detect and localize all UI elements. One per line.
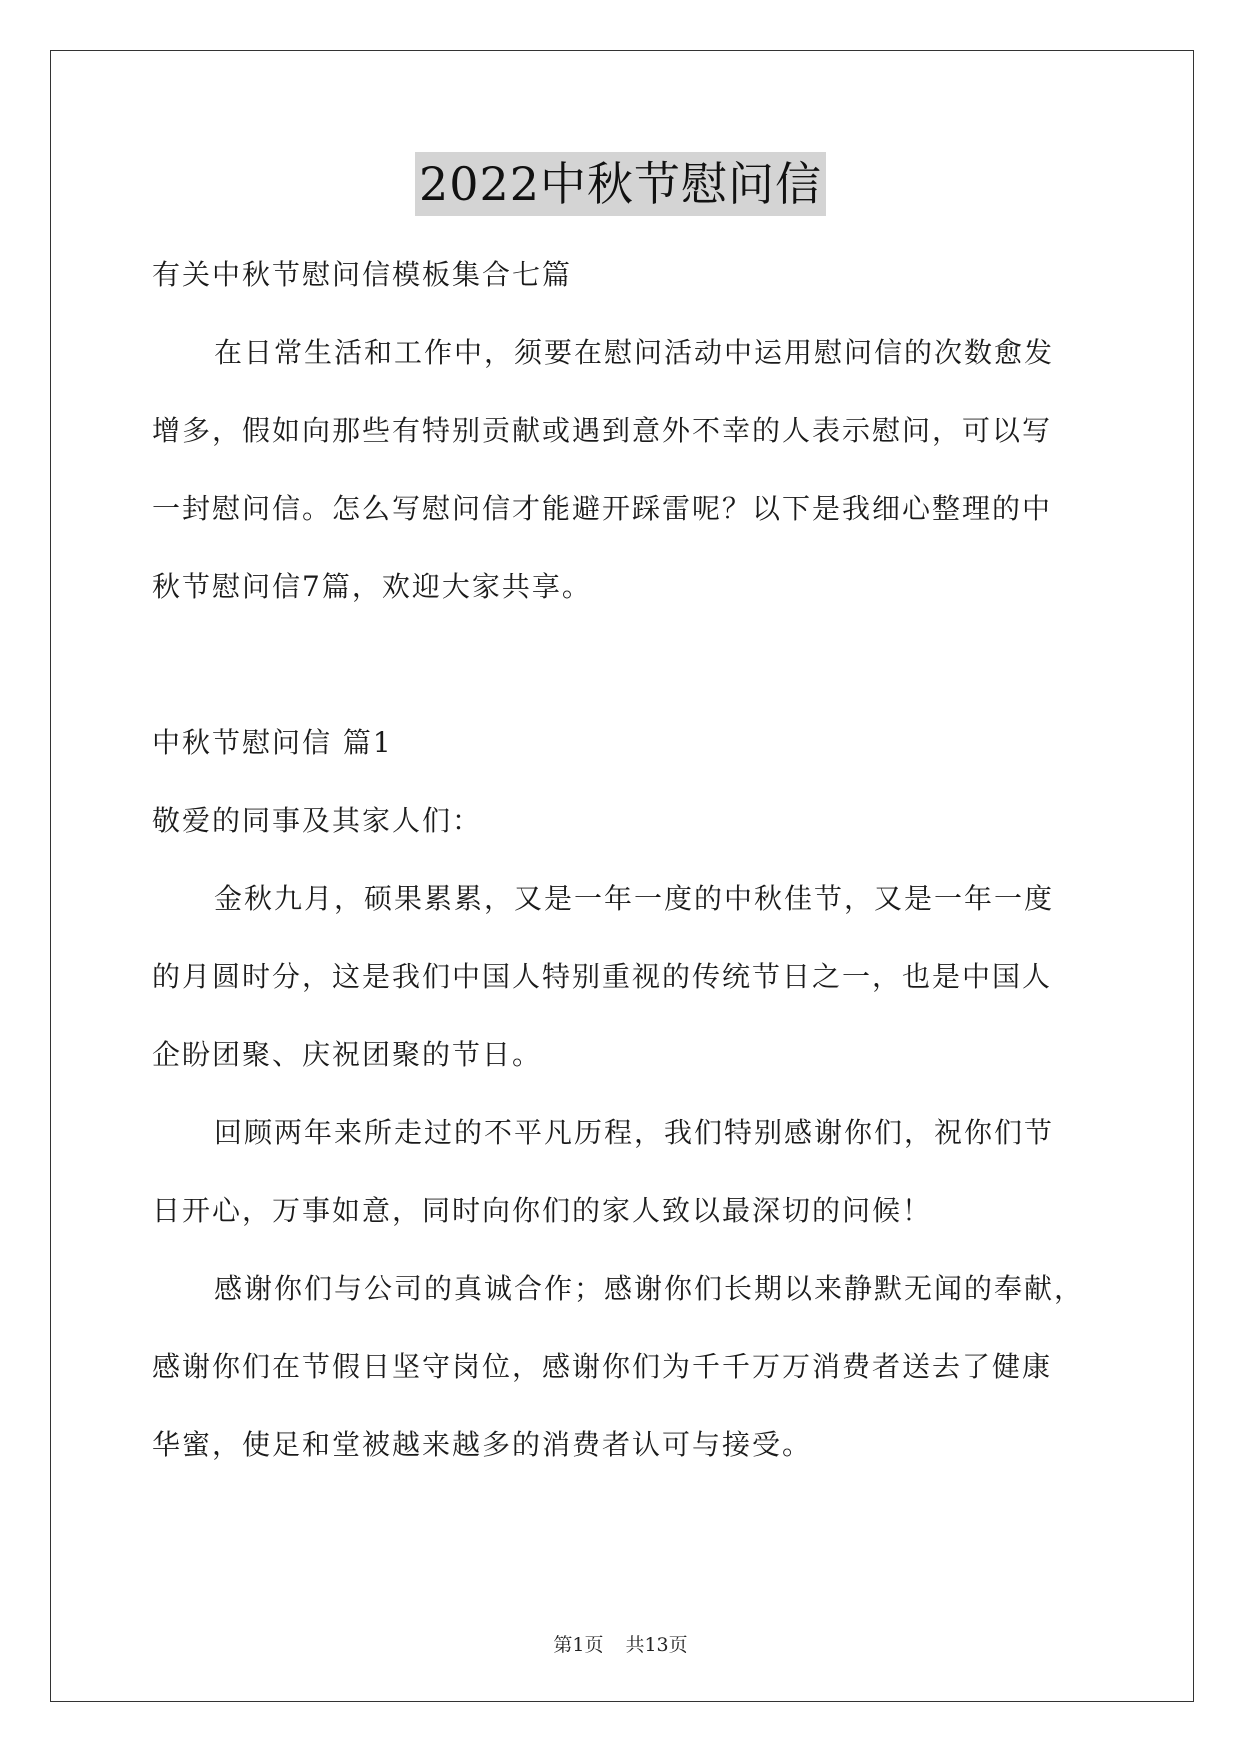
intro-line: 一封慰问信。怎么写慰问信才能避开踩雷呢？以下是我细心整理的中 — [152, 492, 1053, 525]
intro-line: 秋节慰问信7篇，欢迎大家共享。 — [152, 570, 592, 603]
page-total: 共13页 — [625, 1634, 688, 1656]
intro-line: 增多，假如向那些有特别贡献或遇到意外不幸的人表示慰问，可以写 — [152, 414, 1053, 447]
paragraph-line: 华蜜，使足和堂被越来越多的消费者认可与接受。 — [152, 1428, 813, 1461]
paragraph-line: 感谢你们在节假日坚守岗位，感谢你们为千千万万消费者送去了健康 — [152, 1350, 1053, 1383]
paragraph-line: 的月圆时分，这是我们中国人特别重视的传统节日之一，也是中国人 — [152, 960, 1053, 993]
paragraph-line: 回顾两年来所走过的不平凡历程，我们特别感谢你们，祝你们节 — [214, 1116, 1055, 1149]
document-body — [152, 236, 1092, 1484]
page-footer — [0, 1630, 1241, 1657]
document-subtitle: 有关中秋节慰问信模板集合七篇 — [152, 258, 573, 291]
section-spacer — [152, 626, 1092, 704]
document-title: 2022中秋节慰问信 — [415, 152, 826, 216]
paragraph-line: 感谢你们与公司的真诚合作；感谢你们长期以来静默无闻的奉献， — [214, 1272, 1085, 1305]
paragraph-line: 企盼团聚、庆祝团聚的节日。 — [152, 1038, 543, 1071]
section-heading: 中秋节慰问信 篇1 — [152, 726, 393, 759]
page-number: 第1页 — [553, 1634, 604, 1656]
intro-line: 在日常生活和工作中，须要在慰问活动中运用慰问信的次数愈发 — [214, 336, 1055, 369]
title-block — [0, 152, 1241, 216]
salutation: 敬爱的同事及其家人们： — [152, 804, 483, 837]
paragraph-line: 日开心，万事如意，同时向你们的家人致以最深切的问候！ — [152, 1194, 933, 1227]
paragraph-line: 金秋九月，硕果累累，又是一年一度的中秋佳节，又是一年一度 — [214, 882, 1055, 915]
